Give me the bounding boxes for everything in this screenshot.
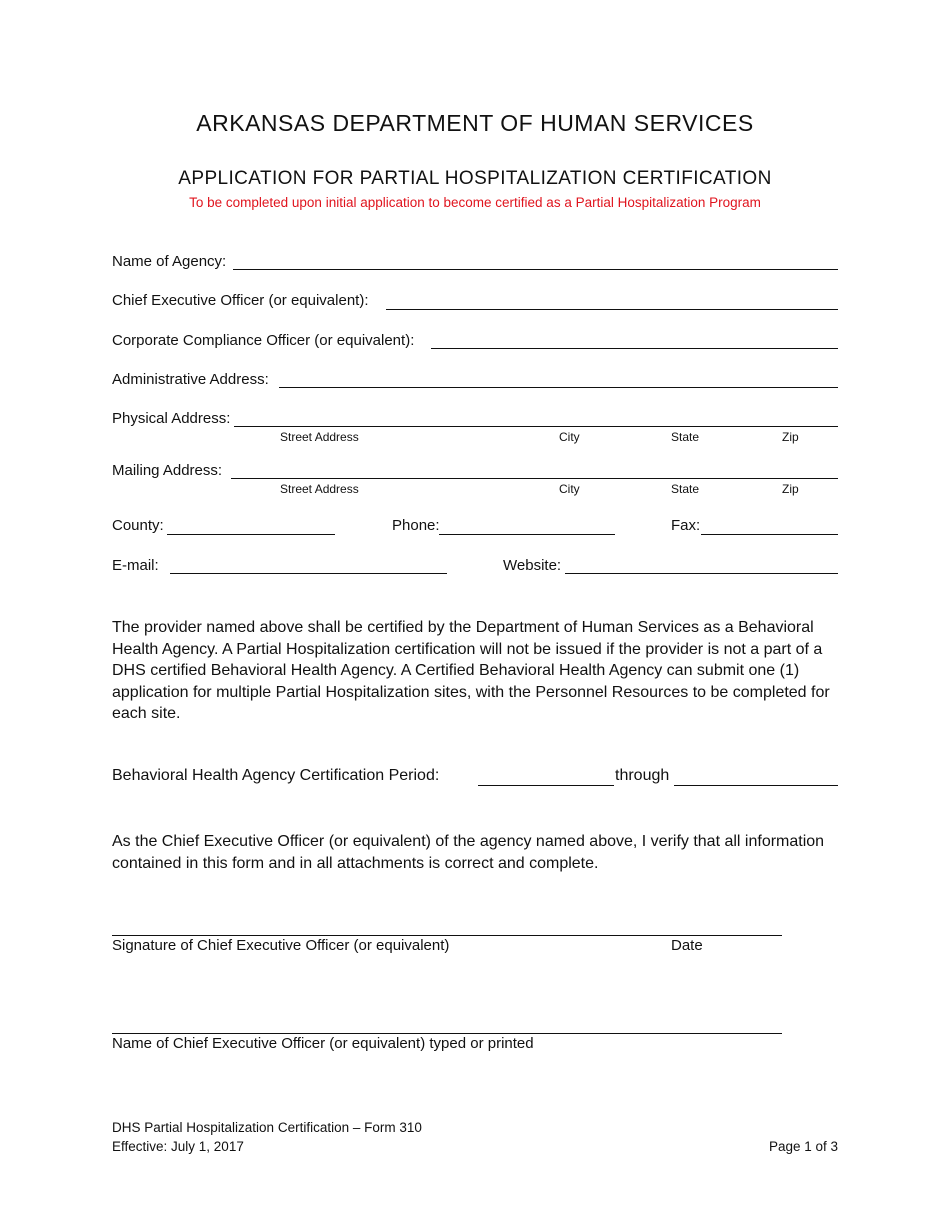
certification-paragraph: The provider named above shall be certified by the Department of Human Services as a Behavioral Health Agency. A Partial Hospitalization certification will not be issued if the provider is not a part of a DHS certified Behavioral Health Agency. A Certified Behavioral Health Agency can submit one (1) application for multiple Partial Hospitalization sites, with the Personnel Resources to be completed for each site. bbox=[112, 619, 830, 722]
fax-label: Fax: bbox=[671, 517, 701, 534]
through-label: through bbox=[615, 767, 670, 784]
typed-name-line[interactable] bbox=[112, 1033, 782, 1034]
county-field[interactable] bbox=[167, 534, 335, 535]
ceo-label: Chief Executive Officer (or equivalent): bbox=[112, 292, 369, 309]
department-heading: ARKANSAS DEPARTMENT OF HUMAN SERVICES bbox=[196, 110, 754, 136]
ceo-field[interactable] bbox=[386, 309, 838, 310]
footer-page-number: Page 1 of 3 bbox=[768, 1139, 838, 1154]
mailing-street-caption: Street Address bbox=[280, 482, 359, 496]
date-label: Date bbox=[671, 937, 703, 954]
physical-address-label: Physical Address: bbox=[112, 410, 231, 427]
footer-effective-date: Effective: July 1, 2017 bbox=[112, 1139, 244, 1154]
fax-field[interactable] bbox=[701, 534, 838, 535]
mailing-state-caption: State bbox=[671, 482, 700, 496]
physical-state-caption: State bbox=[671, 430, 700, 444]
period-start-field[interactable] bbox=[478, 785, 614, 786]
instruction-note: To be completed upon initial application to become certified as a Partial Hospitalization Program bbox=[189, 195, 761, 210]
certification-period-label: Behavioral Health Agency Certification Period: bbox=[112, 767, 440, 784]
physical-city-caption: City bbox=[559, 430, 580, 444]
physical-zip-caption: Zip bbox=[782, 430, 799, 444]
compliance-officer-label: Corporate Compliance Officer (or equivalent): bbox=[112, 332, 415, 349]
mailing-zip-caption: Zip bbox=[782, 482, 799, 496]
county-label: County: bbox=[112, 517, 164, 534]
verification-paragraph: As the Chief Executive Officer (or equivalent) of the agency named above, I verify that all information contained in this form and in all attachments is correct and complete. bbox=[112, 833, 825, 872]
physical-address-field[interactable] bbox=[234, 426, 838, 427]
footer-form-name: DHS Partial Hospitalization Certification – Form 310 bbox=[112, 1120, 422, 1135]
admin-address-label: Administrative Address: bbox=[112, 371, 269, 388]
email-field[interactable] bbox=[170, 573, 447, 574]
email-label: E-mail: bbox=[112, 557, 159, 574]
phone-field[interactable] bbox=[439, 534, 615, 535]
agency-name-field[interactable] bbox=[233, 269, 838, 270]
agency-name-label: Name of Agency: bbox=[112, 253, 227, 270]
signature-line[interactable] bbox=[112, 935, 782, 936]
website-field[interactable] bbox=[565, 573, 838, 574]
mailing-address-label: Mailing Address: bbox=[112, 462, 223, 479]
mailing-city-caption: City bbox=[559, 482, 580, 496]
compliance-officer-field[interactable] bbox=[431, 348, 838, 349]
phone-label: Phone: bbox=[392, 517, 440, 534]
period-end-field[interactable] bbox=[674, 785, 838, 786]
form-title: APPLICATION FOR PARTIAL HOSPITALIZATION CERTIFICATION bbox=[178, 168, 772, 189]
physical-street-caption: Street Address bbox=[280, 430, 359, 444]
mailing-address-field[interactable] bbox=[231, 478, 838, 479]
website-label: Website: bbox=[503, 557, 562, 574]
signature-label: Signature of Chief Executive Officer (or equivalent) bbox=[112, 937, 450, 954]
typed-name-label: Name of Chief Executive Officer (or equivalent) typed or printed bbox=[112, 1035, 534, 1052]
admin-address-field[interactable] bbox=[279, 387, 838, 388]
